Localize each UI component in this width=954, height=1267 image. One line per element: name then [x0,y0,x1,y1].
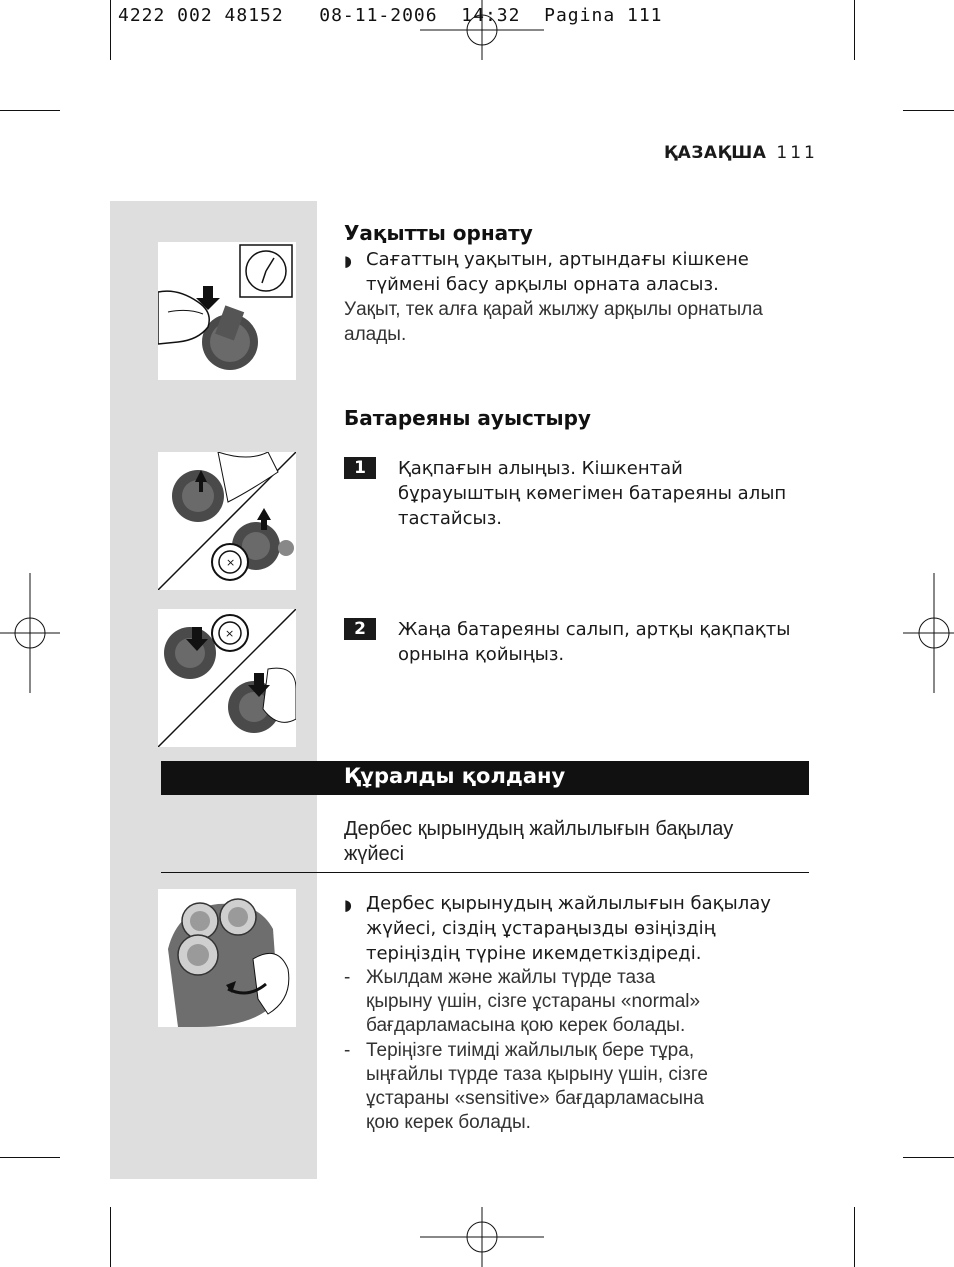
step-number-2: 2 [344,618,376,640]
section-title-set-time: Уақытты орнату [344,221,533,245]
crop-mark [854,1207,855,1267]
section-banner-title: Құралды қолдану [344,764,566,788]
crop-mark [0,1157,60,1158]
illustration-remove-battery [158,452,296,590]
dash2-line2: ыңғайлы түрде таза қырыну үшін, сізге [366,1064,708,1085]
illustration-shaver [158,889,296,1027]
clock-illustration-icon [158,242,296,380]
illustration-set-time [158,242,296,380]
registration-mark-icon [420,1207,544,1267]
shaver-icon [158,889,296,1027]
set-time-note-line1: Уақыт, тек алға қарай жылжу арқылы орнатыла [344,299,763,320]
crop-mark [110,1207,111,1267]
step1-line1: Қақпағын алыңыз. Кішкентай [398,458,683,479]
svg-text:×: × [225,627,235,640]
subtitle-line1: Дербес қырынудың жайлылығын бақылау [344,818,734,840]
dash2-line4: қою керек болады. [366,1112,531,1133]
step-number-1: 1 [344,457,376,479]
battery-removal-icon [158,452,296,590]
crop-mark [0,110,60,111]
battery-insert-icon [158,609,296,747]
dash-icon: - [344,967,351,988]
set-time-bullet-line2: түймені басу арқылы орната аласыз. [366,274,719,295]
page-header [664,143,818,163]
set-time-note-line2: алады. [344,324,407,345]
registration-mark-icon [0,573,60,693]
bullet-icon: ◗ [344,252,352,270]
crop-mark [903,110,954,111]
language-label: ҚАЗАҚША [664,143,767,163]
dash1-line3: бағдарламасына қою керек болады. [366,1015,686,1036]
crop-mark [903,1157,954,1158]
section-title-battery: Батареяны ауыстыру [344,406,591,430]
step1-line3: тастайсыз. [398,508,503,529]
svg-text:×: × [226,556,236,569]
set-time-bullet-line1: Сағаттың уақытын, артындағы кішкене [366,249,749,270]
crop-mark [854,0,855,60]
use-bullet-line2: жүйесі, сіздің ұстараңызды өзіңіздің [366,918,716,939]
divider [161,872,809,873]
step1-line2: бұрауыштың көмегімен батареяны алып [398,483,787,504]
dash1-line2: қырыну үшін, сізге ұстараны «normal» [366,991,701,1012]
dash2-line1: Теріңізге тиімді жайлылық бере тұра, [366,1040,695,1061]
step2-line1: Жаңа батареяны салып, артқы қақпақты [398,619,791,640]
step2-line2: орнына қойыңыз. [398,644,565,665]
bullet-icon: ◗ [344,896,352,914]
use-bullet-line1: Дербес қырынудың жайлылығын бақылау [366,893,771,914]
dash2-line3: ұстараны «sensitive» бағдарламасына [366,1088,704,1109]
crop-mark [110,0,111,60]
use-bullet-line3: теріңіздің түріне икемдеткіздіреді. [366,943,702,964]
subtitle-line2: жүйесі [344,843,405,865]
print-slug: 4222 002 48152 08-11-2006 14:32 Pagina 111 [118,5,663,26]
illustration-insert-battery [158,609,296,747]
registration-mark-icon [903,573,954,693]
dash-icon: - [344,1040,351,1061]
registration-mark-icon [420,0,544,60]
dash1-line1: Жылдам және жайлы түрде таза [366,967,656,988]
page-number: 111 [776,143,818,163]
